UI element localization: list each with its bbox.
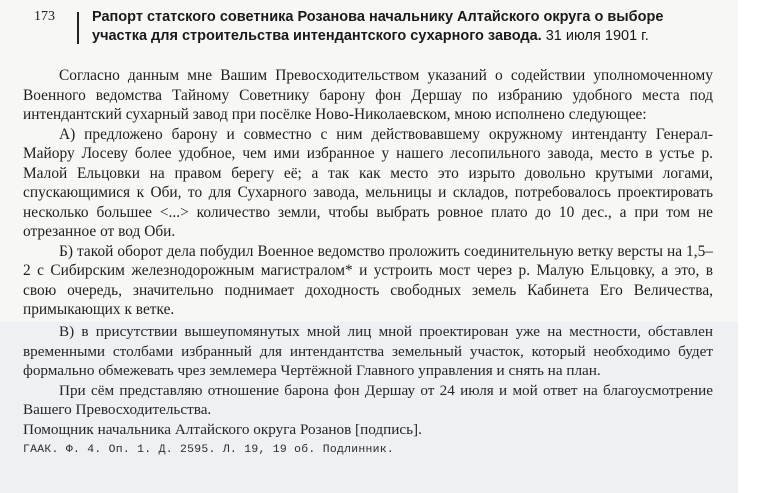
paragraph-intro: Согласно данным мне Вашим Превосходительством указаний о содействии уполномоченному Военного ведомства Тайному Советнику барону фон Дершау по избранию удобного места под интендантский сухарный завод при посёлке Ново-Николаевском, мною исполнено следующее: <box>23 67 713 123</box>
document-body <box>23 66 713 320</box>
header-divider <box>77 12 79 44</box>
page-edge <box>738 0 760 493</box>
page-number: 173 <box>34 9 55 24</box>
paragraph-v: В) в присутствии вышеупомянутых мной лиц мной проектирован уже на местности, обставлен временными столбами избранный для интендантства земельный участок, который необходимо будет формально обмежевать чрез землемера Чертёжной Главного управления и снять на план. <box>23 323 713 380</box>
document-title <box>92 8 712 46</box>
document-body-continued <box>23 322 713 440</box>
paragraph-b: Б) такой оборот дела побудил Военное ведомство проложить соединительную ветку версты на 1,5–2 с Сибирским железнодорожным магистралом* и устроить мост через р. Малую Ельцовку, а это, в свою очередь, значительно поднимает доходность свободных земель Кабинета Его Величества, примыкающих к ветке. <box>23 242 713 318</box>
paragraph-enclosure: При сём представляю отношение барона фон Дершау от 24 июля и мой ответ на благоусмотрение Вашего Превосходительства. <box>23 381 713 419</box>
title-date: 31 июля 1901 г. <box>545 28 649 44</box>
archive-reference: ГААК. Ф. 4. Оп. 1. Д. 2595. Л. 19, 19 об. Подлинник. <box>23 444 395 456</box>
title-text: Рапорт статского советника Розанова начальнику Алтайского округа о выборе участка для строительства интендантского сухарного завода. <box>92 9 664 44</box>
signature-line: Помощник начальника Алтайского округа Розанов [подпись]. <box>23 420 422 438</box>
paragraph-a: А) предложено барону и совместно с ним действовавшему окружному интенданту Генерал-Майору Лосеву более удобное, чем ими избранное у нашего лесопильного завода, место в устье р. Малой Ельцовки на правом берегу её; а так как место это изрыто довольно крутыми логами, спускающимися к Оби, то для Сухарного завода, мельницы и складов, потребовалось проектировать несколько большее <...> количество земли, чтобы выбрать ровное плато до 10 дес., а при том не отрезанное от вод Оби. <box>23 125 713 240</box>
